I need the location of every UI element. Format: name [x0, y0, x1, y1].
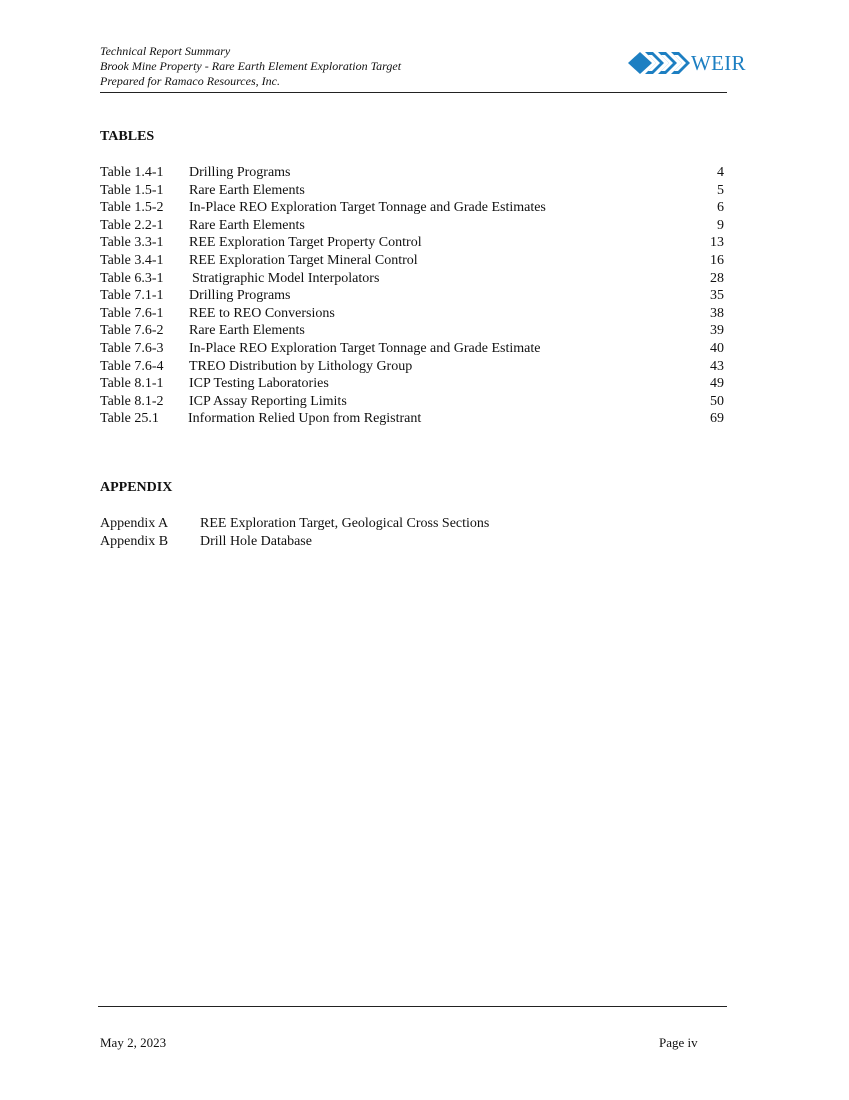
toc-table-title: REE Exploration Target Mineral Control [189, 252, 418, 268]
toc-row[interactable] [100, 199, 724, 217]
toc-table-title: ICP Testing Laboratories [189, 376, 329, 392]
toc-row[interactable] [100, 375, 724, 393]
toc-page-number: 35 [710, 288, 724, 304]
toc-page-number: 4 [717, 165, 724, 180]
toc-table-number: Table 25.1 [100, 411, 159, 427]
header-report-type: Technical Report Summary [100, 44, 231, 58]
toc-row[interactable] [100, 393, 724, 411]
toc-page-number: 40 [710, 340, 724, 356]
tables-heading: TABLES [100, 129, 155, 144]
toc-table-title: Rare Earth Elements [189, 182, 305, 198]
toc-row[interactable] [100, 217, 724, 235]
toc-table-number: Table 7.1-1 [100, 288, 164, 304]
tables-list [100, 164, 724, 428]
toc-table-title: Drilling Programs [189, 165, 291, 180]
toc-page-number: 28 [710, 270, 724, 286]
toc-table-number: Table 2.2-1 [100, 217, 164, 233]
appendix-label: Appendix A [100, 516, 169, 531]
toc-row[interactable] [100, 287, 724, 305]
footer-date: May 2, 2023 [100, 1035, 167, 1050]
toc-page-number: 38 [710, 305, 724, 321]
header-divider [100, 92, 727, 93]
toc-page-number: 39 [710, 323, 724, 339]
toc-table-title: ICP Assay Reporting Limits [189, 393, 347, 409]
weir-logo [628, 50, 746, 76]
header-project-title: Brook Mine Property - Rare Earth Element Exploration Target [100, 59, 402, 73]
chevron-arrows-icon [628, 50, 690, 76]
footer-page-number: Page iv [659, 1035, 698, 1050]
toc-row[interactable] [100, 270, 724, 288]
toc-row[interactable] [100, 252, 724, 270]
toc-table-title: Rare Earth Elements [189, 323, 305, 339]
toc-page-number: 6 [717, 200, 724, 216]
toc-table-number: Table 1.5-1 [100, 182, 164, 198]
toc-table-number: Table 7.6-4 [100, 358, 164, 374]
toc-table-number: Table 7.6-2 [100, 323, 164, 339]
toc-table-number: Table 3.3-1 [100, 235, 164, 251]
toc-table-number: Table 7.6-3 [100, 340, 164, 356]
toc-table-title: TREO Distribution by Lithology Group [189, 358, 413, 374]
appendix-heading: APPENDIX [100, 480, 173, 495]
toc-page-number: 5 [717, 182, 724, 198]
toc-table-number: Table 1.4-1 [100, 165, 164, 180]
toc-table-number: Table 8.1-1 [100, 376, 164, 392]
toc-row[interactable] [100, 358, 724, 376]
toc-table-title: Drilling Programs [189, 288, 291, 304]
toc-table-title: Information Relied Upon from Registrant [188, 411, 422, 427]
toc-table-number: Table 3.4-1 [100, 252, 164, 268]
footer-divider [98, 1006, 727, 1007]
toc-page-number: 49 [710, 376, 724, 392]
toc-row[interactable] [100, 164, 724, 182]
appendix-row[interactable] [100, 533, 600, 551]
appendix-title: REE Exploration Target, Geological Cross Sections [200, 516, 490, 531]
toc-table-title: In-Place REO Exploration Target Tonnage and Grade Estimates [189, 200, 546, 216]
toc-page-number: 69 [710, 411, 724, 427]
toc-row[interactable] [100, 322, 724, 340]
toc-row[interactable] [100, 182, 724, 200]
logo-wordmark: WEIR [691, 50, 746, 75]
toc-row[interactable] [100, 234, 724, 252]
toc-table-number: Table 8.1-2 [100, 393, 164, 409]
toc-row[interactable] [100, 305, 724, 323]
header-prepared-for: Prepared for Ramaco Resources, Inc. [100, 74, 280, 88]
toc-page-number: 9 [717, 217, 724, 233]
toc-table-number: Table 6.3-1 [100, 270, 164, 286]
appendix-row[interactable] [100, 515, 600, 533]
toc-row[interactable] [100, 410, 724, 428]
toc-page-number: 13 [710, 235, 724, 251]
toc-table-title: REE to REO Conversions [189, 305, 335, 321]
appendix-title: Drill Hole Database [200, 533, 312, 549]
toc-table-number: Table 1.5-2 [100, 200, 164, 216]
toc-table-title: In-Place REO Exploration Target Tonnage and Grade Estimate [189, 340, 541, 356]
toc-table-title: Stratigraphic Model Interpolators [192, 270, 380, 286]
toc-table-title: REE Exploration Target Property Control [189, 235, 422, 251]
toc-row[interactable] [100, 340, 724, 358]
appendix-list [100, 515, 600, 550]
appendix-label: Appendix B [100, 533, 169, 549]
toc-page-number: 43 [710, 358, 724, 374]
toc-page-number: 50 [710, 393, 724, 409]
toc-table-title: Rare Earth Elements [189, 217, 305, 233]
toc-table-number: Table 7.6-1 [100, 305, 164, 321]
toc-page-number: 16 [710, 252, 724, 268]
